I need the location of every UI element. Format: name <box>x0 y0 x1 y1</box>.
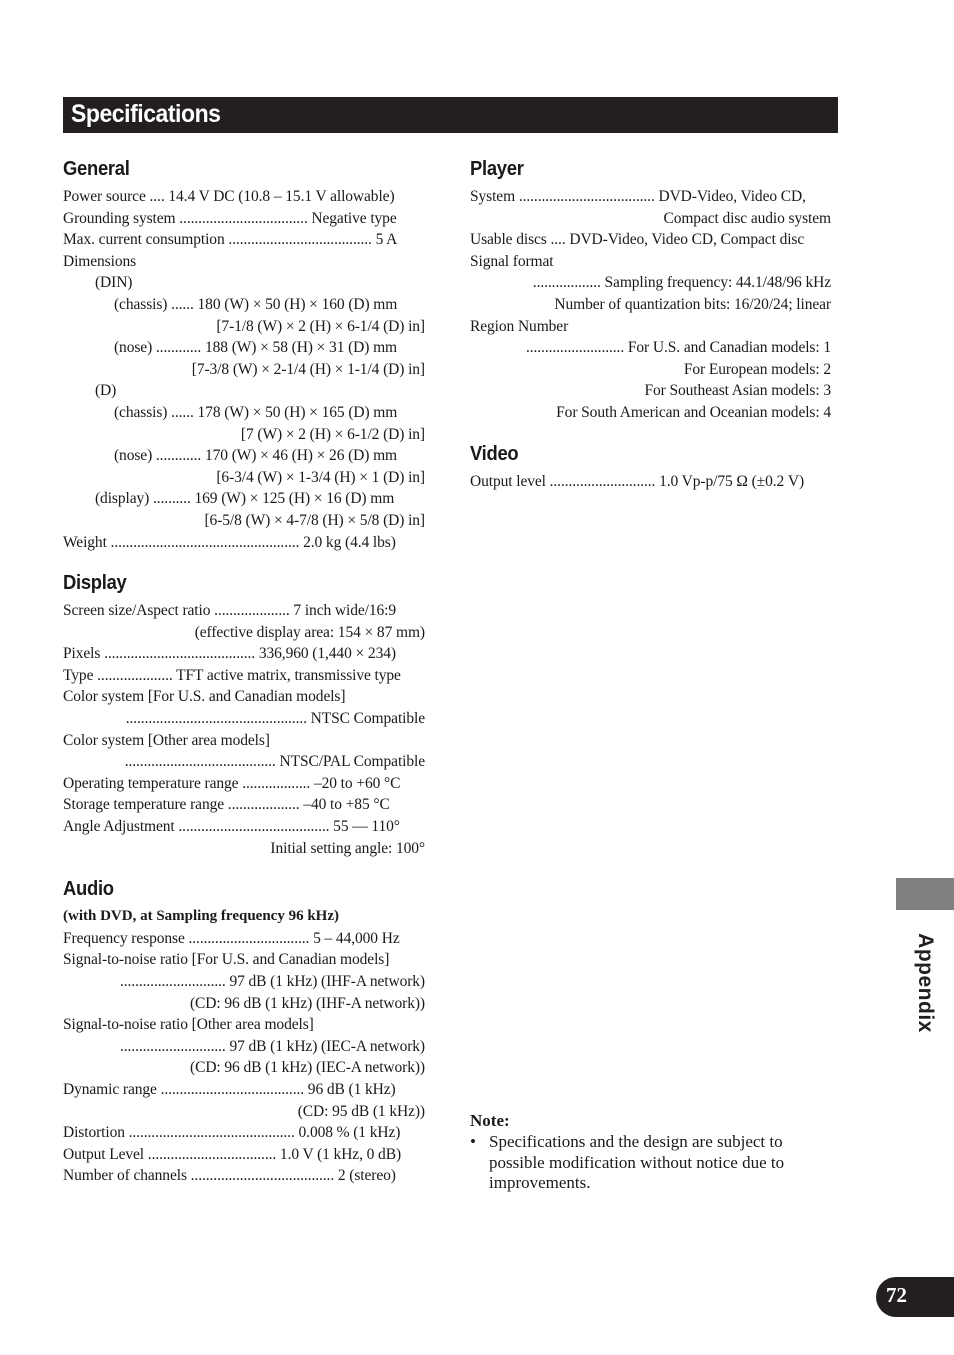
spec-line: Operating temperature range .................. –20 to +60 °C <box>63 774 401 792</box>
spec-line: Frequency response ................................ 5 – 44,000 Hz <box>63 929 400 947</box>
side-tab-marker <box>896 878 954 910</box>
page-number-badge <box>876 1277 954 1317</box>
spec-line: For South American and Oceanian models: 4 <box>556 403 831 421</box>
spec-line: (nose) ............ 188 (W) × 58 (H) × 31 (D) mm <box>114 339 398 357</box>
display-heading: Display <box>63 572 127 595</box>
note-bullet: • <box>470 1132 476 1151</box>
note-block <box>470 1110 831 1194</box>
spec-line: [6-5/8 (W) × 4-7/8 (H) × 5/8 (D) in] <box>204 511 425 529</box>
spec-line: Distortion ............................................ 0.008 % (1 kHz) <box>63 1124 401 1142</box>
audio-heading: Audio <box>63 878 114 901</box>
spec-line: Pixels ........................................ 336,960 (1,440 × 234) <box>63 645 396 663</box>
spec-line: (CD: 95 dB (1 kHz)) <box>297 1102 425 1120</box>
spec-line: Color system [Other area models] <box>63 731 270 749</box>
spec-line: (chassis) ...... 178 (W) × 50 (H) × 165 (D) mm <box>114 403 398 421</box>
note-text: Specifications and the design are subject to possible modification without notice due to improvements. <box>489 1132 785 1192</box>
player-heading: Player <box>470 158 524 180</box>
spec-line: [7-1/8 (W) × 2 (H) × 6-1/4 (D) in] <box>216 317 425 335</box>
page-title: Specifications <box>71 100 221 128</box>
spec-line: ............................ 97 dB (1 kHz) (IEC-A network) <box>119 1037 425 1055</box>
spec-line: For Southeast Asian models: 3 <box>644 382 831 400</box>
spec-line: [7-3/8 (W) × 2-1/4 (H) × 1-1/4 (D) in] <box>191 360 425 378</box>
spec-line: (CD: 96 dB (1 kHz) (IEC-A network)) <box>190 1059 425 1077</box>
note-title: Note: <box>470 1111 510 1130</box>
spec-line: (effective display area: 154 × 87 mm) <box>194 623 425 641</box>
spec-line: Signal format <box>470 252 554 270</box>
display-section <box>63 571 425 859</box>
spec-line: Angle Adjustment ........................................ 55 — 110° <box>63 818 400 836</box>
video-heading: Video <box>470 442 519 465</box>
spec-line: Output level ............................ 1.0 Vp-p/75 Ω (±0.2 V) <box>470 472 805 490</box>
spec-line: (chassis) ...... 180 (W) × 50 (H) × 160 (D) mm <box>114 295 398 313</box>
spec-line: ................................................ NTSC Compatible <box>125 710 425 728</box>
side-tab-label: Appendix <box>914 933 937 1033</box>
display-lines <box>63 600 425 859</box>
player-section <box>470 157 831 424</box>
video-lines <box>470 471 831 493</box>
page-title-bar <box>63 97 838 133</box>
spec-line: Initial setting angle: 100° <box>270 839 425 857</box>
spec-line: Max. current consumption ...................................... 5 A <box>63 231 398 249</box>
audio-lines <box>63 928 425 1187</box>
spec-line: Number of channels ...................................... 2 (stereo) <box>63 1167 396 1185</box>
spec-line: Compact disc audio system <box>663 209 831 227</box>
spec-line: Type .................... TFT active matrix, transmissive type <box>63 666 401 684</box>
player-lines <box>470 186 831 424</box>
spec-line: (nose) ............ 170 (W) × 46 (H) × 26 (D) mm <box>114 447 398 465</box>
spec-line: Usable discs .... DVD-Video, Video CD, Compact disc <box>470 231 805 249</box>
general-heading: General <box>63 158 130 180</box>
audio-subheading: (with DVD, at Sampling frequency 96 kHz) <box>63 908 339 925</box>
spec-line: Number of quantization bits: 16/20/24; linear <box>554 295 831 313</box>
spec-line: .......................... For U.S. and Canadian models: 1 <box>525 339 831 357</box>
spec-line: Signal-to-noise ratio [Other area models] <box>63 1016 314 1034</box>
spec-line: (DIN) <box>95 274 133 292</box>
spec-line: For European models: 2 <box>683 360 831 378</box>
spec-line: Region Number <box>470 317 569 335</box>
spec-line: Color system [For U.S. and Canadian models] <box>63 688 346 706</box>
spec-line: Grounding system .................................. Negative type <box>63 209 397 227</box>
audio-section <box>63 877 425 1187</box>
left-column <box>63 157 425 1205</box>
spec-line: Weight .................................................. 2.0 kg (4.4 lbs) <box>63 533 396 551</box>
spec-line: (CD: 96 dB (1 kHz) (IHF-A network)) <box>190 994 425 1012</box>
spec-line: Dynamic range ...................................... 96 dB (1 kHz) <box>63 1080 396 1098</box>
video-section <box>470 442 831 493</box>
spec-line: Output Level .................................. 1.0 V (1 kHz, 0 dB) <box>63 1145 402 1163</box>
spec-line: [7 (W) × 2 (H) × 6-1/2 (D) in] <box>240 425 425 443</box>
spec-line: [6-3/4 (W) × 1-3/4 (H) × 1 (D) in] <box>216 468 425 486</box>
spec-line: (display) .......... 169 (W) × 125 (H) × 16 (D) mm <box>95 490 395 508</box>
spec-line: Storage temperature range ................... –40 to +85 °C <box>63 796 390 814</box>
spec-line: .................. Sampling frequency: 44.1/48/96 kHz <box>532 274 831 292</box>
spec-line: Dimensions <box>63 252 137 270</box>
spec-line: System .................................... DVD-Video, Video CD, <box>470 188 806 205</box>
spec-line: ............................ 97 dB (1 kHz) (IHF-A network) <box>119 973 425 990</box>
spec-line: ........................................ NTSC/PAL Compatible <box>124 753 425 771</box>
spec-line: (D) <box>95 382 117 400</box>
spec-line: Power source .... 14.4 V DC (10.8 – 15.1 V allowable) <box>63 188 395 205</box>
right-column <box>470 157 831 510</box>
general-lines <box>63 186 425 553</box>
spec-line: Screen size/Aspect ratio .................... 7 inch wide/16:9 <box>63 602 396 620</box>
note-item <box>470 1132 831 1194</box>
general-section <box>63 157 425 553</box>
page-number: 72 <box>886 1283 907 1307</box>
spec-line: Signal-to-noise ratio [For U.S. and Canadian models] <box>63 951 390 969</box>
